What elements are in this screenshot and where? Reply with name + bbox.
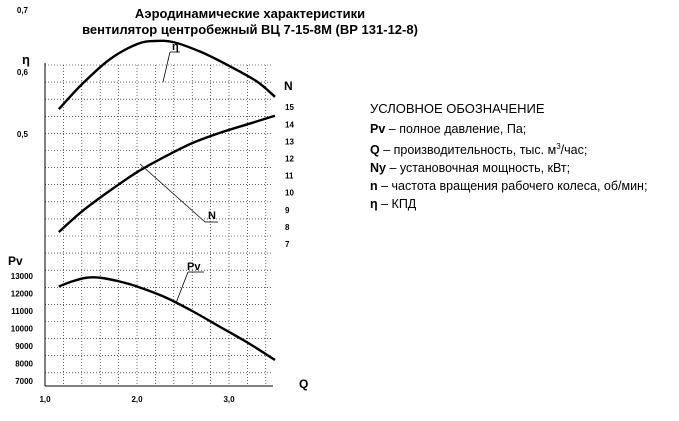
n-axis-label: N: [284, 79, 293, 93]
eta-tick-label: 0,5: [16, 130, 28, 139]
legend-item-ny: [370, 159, 647, 177]
legend-text-eta: – КПД: [377, 197, 417, 211]
pv-tick-label: 10000: [10, 324, 33, 334]
n-tick-label: 12: [285, 154, 294, 164]
legend-header: УСЛОВНОЕ ОБОЗНАЧЕНИЕ: [370, 101, 545, 116]
eta-axis-label: η: [22, 52, 30, 67]
eta-tick-label: 0,6: [16, 68, 28, 77]
legend-item-pv: [370, 120, 647, 138]
n-tick-label: 10: [285, 188, 294, 198]
n-tick-label: 9: [285, 205, 290, 215]
series-line-pv: [59, 277, 275, 360]
pv-tick-label: 13000: [10, 272, 33, 281]
x-tick-label: 1,0: [39, 395, 51, 404]
chart-title-line1: Аэродинамические характеристики: [134, 6, 366, 21]
legend-tail-q: /час;: [560, 143, 588, 157]
n-tick-label: 13: [285, 137, 294, 147]
legend-text-q: – производительность, тыс. м: [379, 143, 557, 157]
x-tick-label: 3,0: [223, 395, 235, 404]
legend: [370, 100, 647, 213]
legend-text-n: – частота вращения рабочего колеса, об/мин;: [377, 179, 648, 193]
legend-text-pv: – полное давление, Па;: [385, 122, 527, 136]
n-tick-label: 14: [285, 120, 294, 130]
eta-curve-label: η: [172, 41, 179, 53]
eta-tick-label: 0,7: [16, 6, 28, 15]
legend-item-eta: [370, 195, 647, 213]
eta-leader-line: [163, 52, 170, 82]
n-leader-line: [140, 164, 205, 222]
pv-curve-label: Pv: [187, 261, 201, 273]
n-tick-label: 7: [285, 240, 290, 249]
legend-item-q: [370, 138, 647, 159]
legend-symbol-pv: Pv: [370, 122, 386, 136]
x-axis-label: Q: [299, 377, 309, 391]
legend-symbol-q: Q: [370, 143, 380, 157]
pv-tick-label: 7000: [15, 377, 33, 386]
legend-text-ny: – установочная мощность, кВт;: [385, 161, 571, 175]
series-line-eta: [59, 41, 275, 109]
pv-tick-label: 9000: [15, 342, 33, 351]
x-tick-label: 2,0: [131, 395, 143, 404]
n-tick-label: 15: [285, 103, 294, 113]
legend-item-n: [370, 177, 647, 195]
legend-sup-q: 3: [556, 142, 561, 151]
pv-tick-label: 12000: [10, 289, 33, 299]
n-tick-label: 8: [285, 222, 290, 232]
legend-symbol-eta: η: [370, 197, 378, 211]
pv-tick-label: 11000: [11, 307, 33, 316]
legend-symbol-ny: Ny: [370, 161, 386, 175]
chart-title-line2: вентилятор центробежный ВЦ 7-15-8М (ВР 131-12-8): [82, 22, 418, 37]
pv-tick-label: 8000: [15, 359, 33, 369]
n-curve-label: N: [208, 210, 216, 222]
legend-symbol-n: n: [370, 179, 378, 193]
series-line-n: [59, 116, 275, 232]
pv-axis-label: Pv: [8, 254, 23, 268]
n-tick-label: 11: [285, 171, 294, 181]
